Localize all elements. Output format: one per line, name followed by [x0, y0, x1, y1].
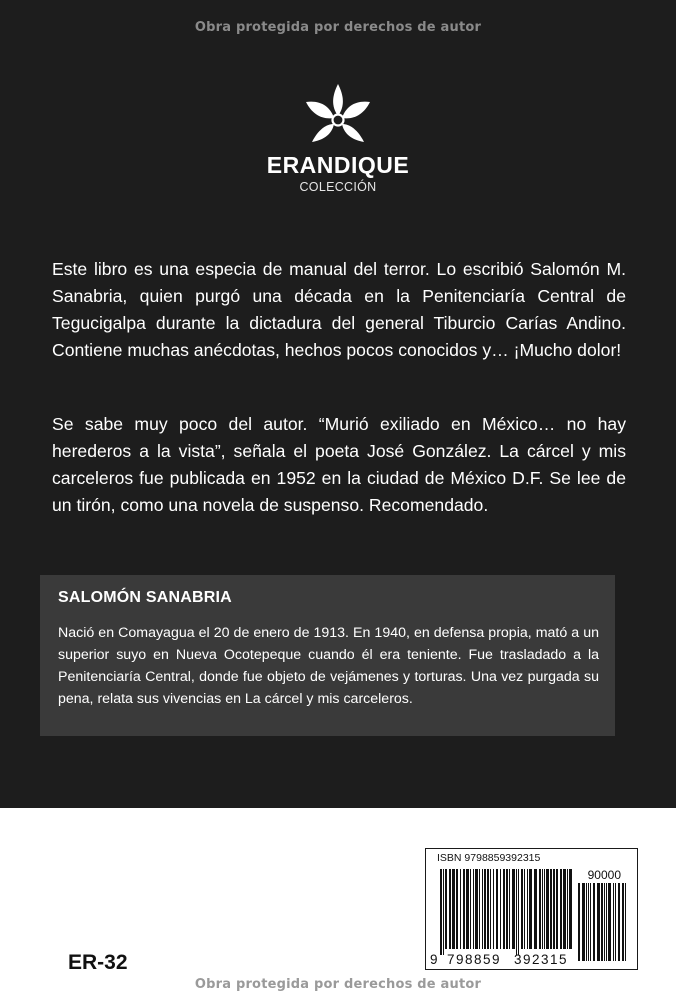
copyright-watermark-bottom: Obra protegida por derechos de autor: [194, 977, 482, 992]
synopsis-paragraph: Se sabe muy poco del autor. “Murió exiliado en México… no hay herederos a la vista”, señala el poeta José González. La cárcel y mis carceleros fue publicada en 1952 en la ciudad de México D.F. Se lee de un tirón, como una novela de suspenso. Recomendado.: [52, 414, 626, 515]
author-bio-text: Nació en Comayagua el 20 de enero de 1913. En 1940, en defensa propia, mató a un superior suyo en Nueva Ocotepeque cuando él era teniente. Fue trasladado a la Penitenciaría Central, donde fue objeto de vejámenes y torturas. Una vez purgada su pena, relata sus vivencias en La cárcel y mis carceleros.: [58, 625, 599, 707]
isbn-barcode: [425, 848, 638, 970]
copyright-watermark-top: Obra protegida por derechos de autor: [194, 20, 482, 35]
isbn-digit-group: 798859: [447, 952, 502, 967]
publisher-name: ERANDIQUE: [266, 152, 410, 178]
publisher-collection-label: COLECCIÓN: [299, 180, 377, 194]
catalog-code: ER-32: [68, 951, 128, 974]
price-addon-bars: [578, 883, 626, 961]
author-name: SALOMÓN SANABRIA: [58, 589, 232, 606]
isbn-digit-first: 9: [430, 952, 438, 967]
synopsis-paragraph: Este libro es una especia de manual del terror. Lo escribió Salomón M. Sanabria, quien purgó una década en la Penitenciaría Central de Tegucigalpa durante la dictadura del general Tiburcio Carías Andino. Contiene muchas anécdotas, hechos pocos conocidos y… ¡Mucho dolor!: [52, 259, 626, 360]
isbn-digit-group: 392315: [514, 952, 569, 967]
price-code: 90000: [587, 868, 621, 882]
author-bio-box: [40, 575, 615, 736]
white-flower-icon: [298, 82, 378, 154]
isbn-label: ISBN 9798859392315: [437, 852, 541, 864]
